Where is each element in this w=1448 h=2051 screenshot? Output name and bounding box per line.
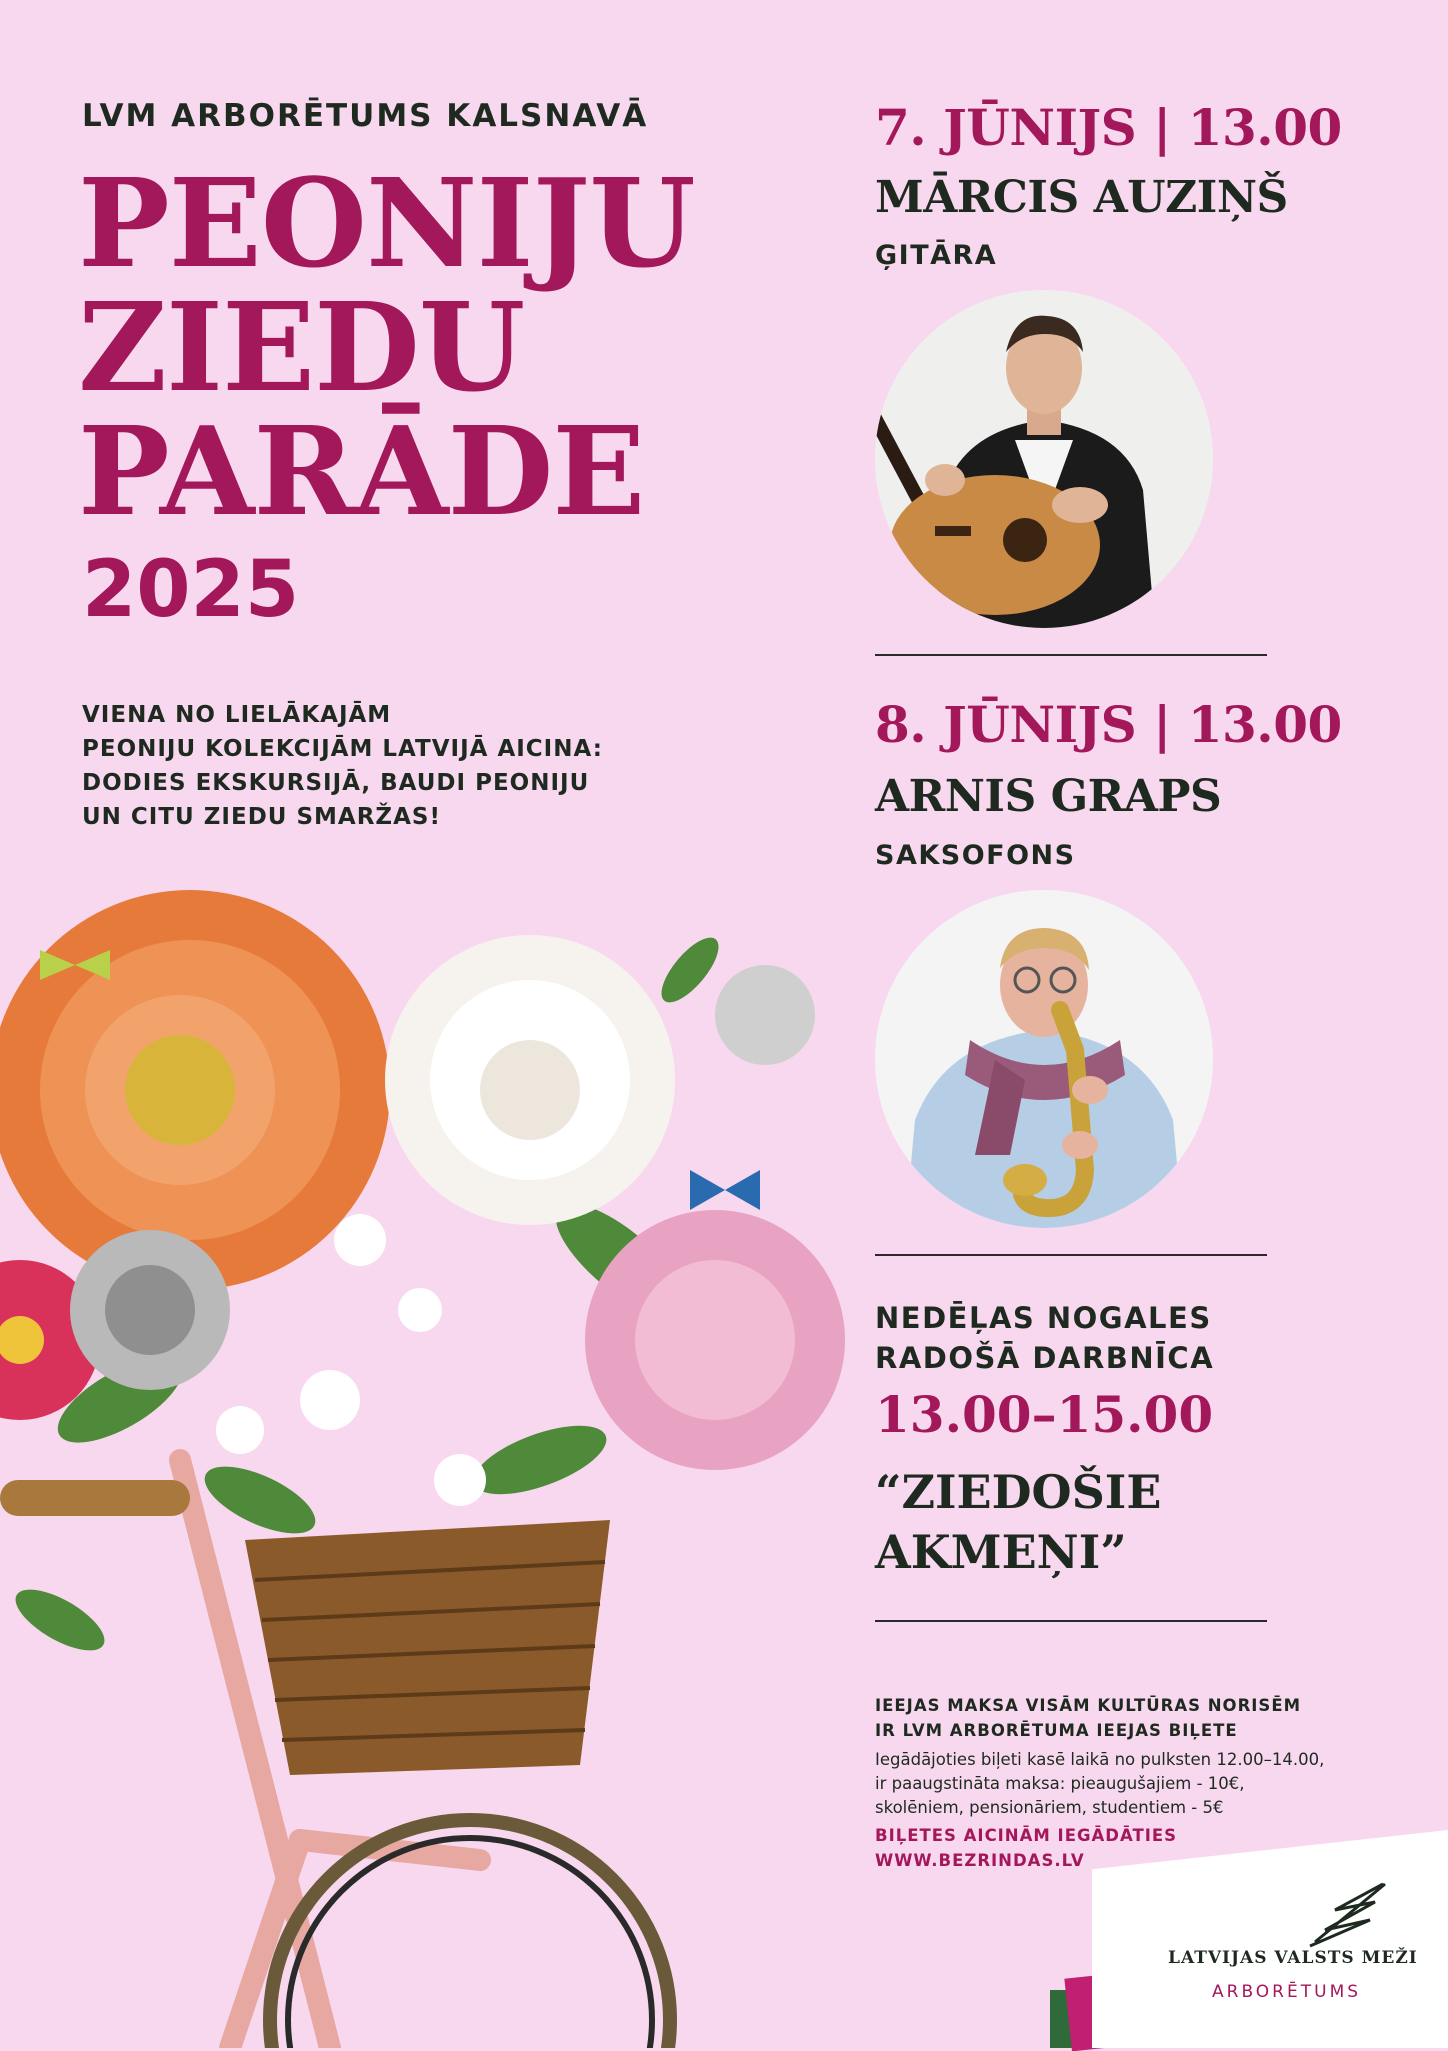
- saxophonist-illustration: [875, 890, 1213, 1228]
- title-year: 2025: [82, 545, 300, 635]
- title-line-2: ZIEDU: [78, 275, 525, 419]
- tree-logo-icon: [1295, 1880, 1395, 1950]
- workshop-label-line: NEDĒĻAS NOGALES: [875, 1301, 1212, 1335]
- divider: [875, 654, 1267, 656]
- intro-line: PEONIJU KOLEKCIJĀM LATVIJĀ AICINA:: [82, 736, 603, 762]
- organizer-name: LVM ARBORĒTUMS KALSNAVĀ: [82, 98, 649, 134]
- intro-line: VIENA NO LIELĀKAJĀM: [82, 702, 392, 728]
- fee-details: [875, 1748, 1324, 1820]
- event-2-instrument: SAKSOFONS: [875, 840, 1076, 871]
- ticket-info-line: BIĻETES AICINĀM IEGĀDĀTIES: [875, 1826, 1178, 1845]
- fee-heading: [875, 1693, 1301, 1743]
- logo-name: LATVIJAS VALSTS MEŽI: [1168, 1948, 1418, 1968]
- intro-text: [82, 698, 642, 834]
- title-line-3: PARĀDE: [78, 399, 645, 543]
- divider: [875, 1620, 1267, 1622]
- workshop-title: [875, 1462, 1161, 1582]
- title-line-1: PEONIJU: [78, 151, 695, 295]
- workshop-title-line: AKMEŅI”: [875, 1525, 1127, 1579]
- event-1-instrument: ĢITĀRA: [875, 240, 998, 271]
- event-1-performer: MĀRCIS AUZIŅŠ: [875, 172, 1288, 223]
- guitarist-illustration: [875, 290, 1213, 628]
- workshop-label-line: RADOŠĀ DARBNĪCA: [875, 1341, 1215, 1375]
- ticket-website-link[interactable]: WWW.BEZRINDAS.LV: [875, 1851, 1085, 1870]
- event-2-performer: ARNIS GRAPS: [875, 771, 1222, 822]
- performer-1-photo: [875, 290, 1213, 628]
- divider: [875, 1254, 1267, 1256]
- event-2-date: 8. JŪNIJS | 13.00: [875, 695, 1342, 754]
- fee-heading-line: IR LVM ARBORĒTUMA IEEJAS BIĻETE: [875, 1721, 1238, 1740]
- intro-line: DODIES EKSKURSIJĀ, BAUDI PEONIJU: [82, 770, 590, 796]
- workshop-time: 13.00–15.00: [875, 1385, 1214, 1444]
- workshop-label: [875, 1298, 1214, 1378]
- intro-line: UN CITU ZIEDU SMARŽAS!: [82, 804, 441, 830]
- performer-2-photo: [875, 890, 1213, 1228]
- fee-detail-line: skolēniem, pensionāriem, studentiem - 5€: [875, 1798, 1224, 1817]
- logo-subtitle: ARBORĒTUMS: [1212, 1982, 1362, 2002]
- workshop-title-line: “ZIEDOŠIE: [875, 1465, 1162, 1519]
- fee-heading-line: IEEJAS MAKSA VISĀM KULTŪRAS NORISĒM: [875, 1696, 1302, 1715]
- fee-detail-line: Iegādājoties biļeti kasē laikā no pulksten 12.00–14.00,: [875, 1750, 1325, 1769]
- bicycle-bouquet-illustration: [0, 840, 860, 2048]
- event-1-date: 7. JŪNIJS | 13.00: [875, 98, 1342, 157]
- fee-detail-line: ir paaugstināta maksa: pieaugušajiem - 10€,: [875, 1774, 1245, 1793]
